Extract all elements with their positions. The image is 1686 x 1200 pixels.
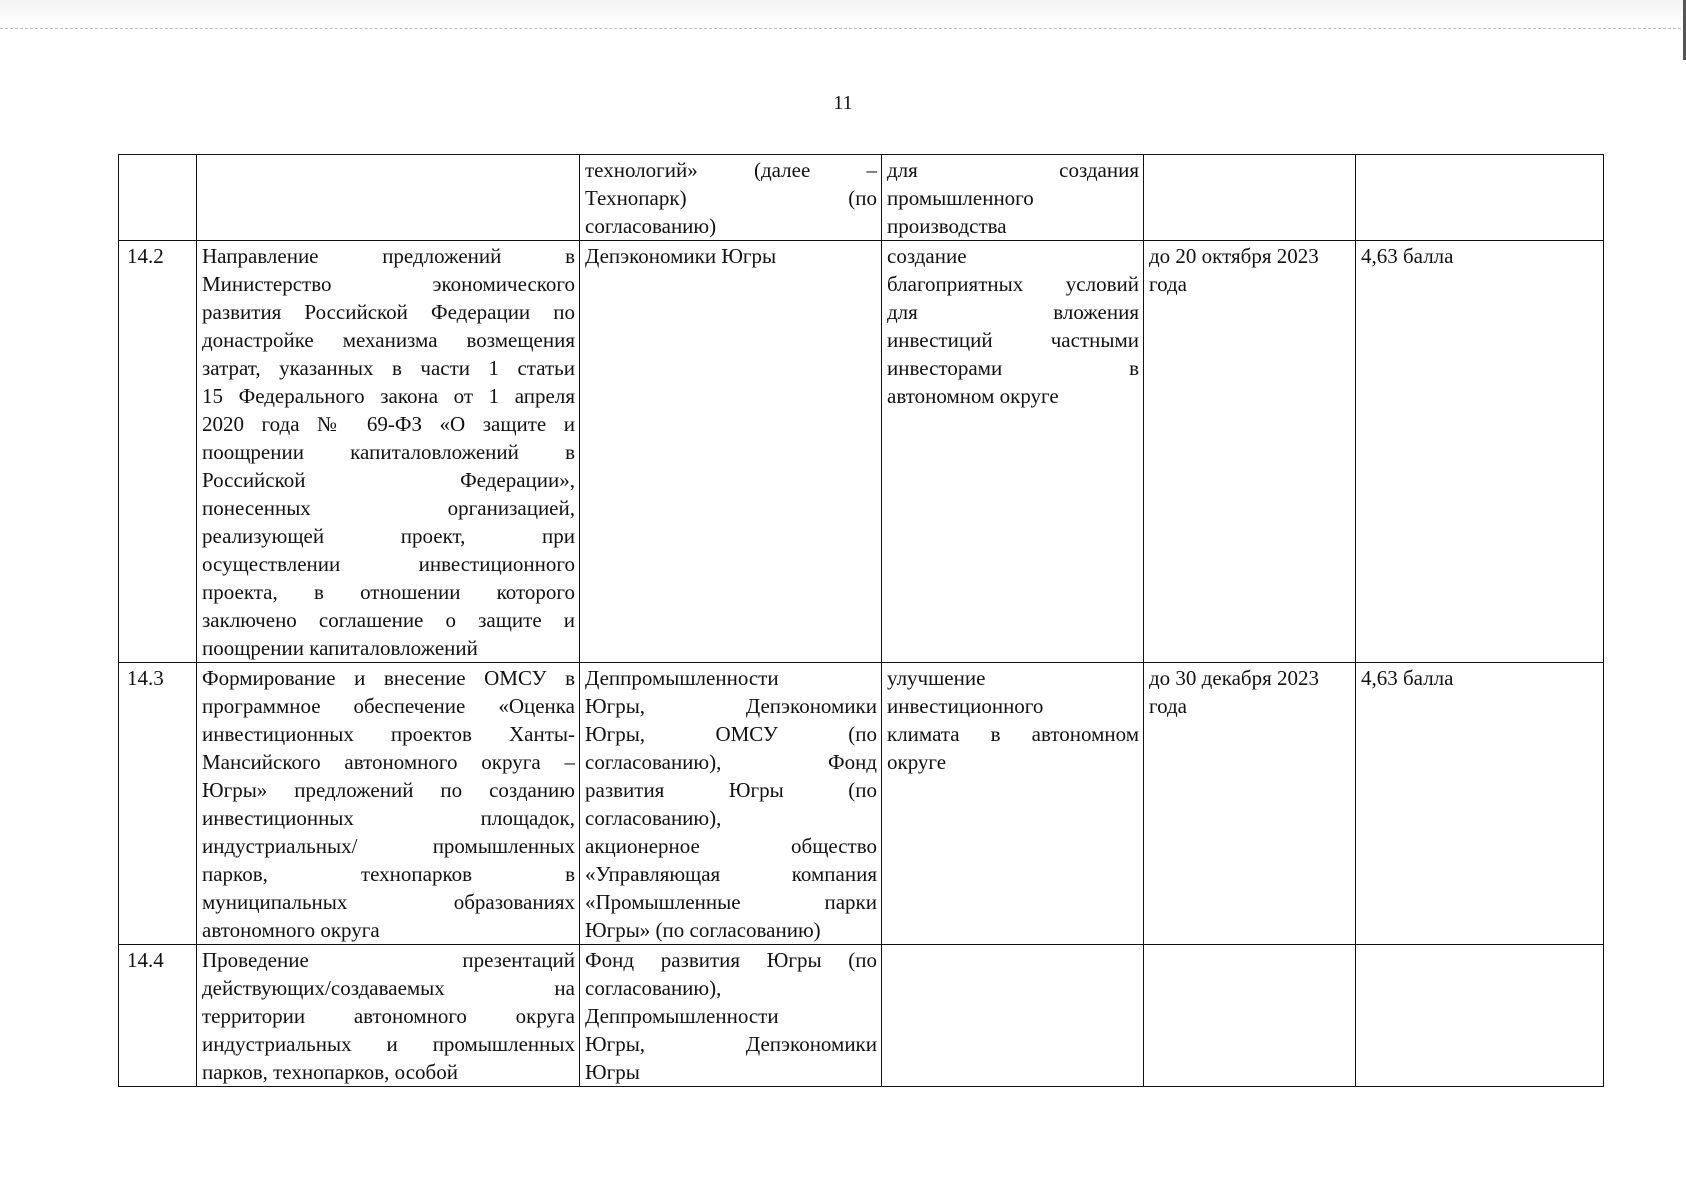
text-line: Технопарк) (по — [585, 186, 877, 210]
text-line: Формирование и внесение ОМСУ в — [202, 666, 575, 690]
cell-task — [197, 663, 580, 945]
text-line: программное обеспечение «Оценка — [202, 694, 575, 718]
text-line: инвестиционного — [887, 694, 1044, 718]
scan-artifact-line — [0, 28, 1686, 29]
plan-table — [118, 154, 1604, 1087]
scan-shadow — [0, 0, 1686, 40]
cell-task — [197, 241, 580, 663]
table-row — [119, 945, 1604, 1087]
text-line: затрат, указанных в части 1 статьи — [202, 356, 575, 380]
cell-deadline — [1144, 663, 1356, 945]
text-line: благоприятных условий — [887, 272, 1139, 296]
text-line: Направление предложений в — [202, 244, 575, 268]
cell-result — [882, 945, 1144, 1087]
text-line: индустриальных/ промышленных — [202, 834, 575, 858]
table-row — [119, 155, 1604, 241]
text-line: Югры — [585, 1060, 640, 1084]
text-line: Деппромышленности — [585, 666, 779, 690]
text-line: поощрении капиталовложений — [202, 636, 478, 660]
text-line: Югры, Депэкономики — [585, 1032, 877, 1056]
text-line: до 30 декабря 2023 — [1149, 666, 1319, 690]
text-line: 15 Федерального закона от 1 апреля — [202, 384, 575, 408]
cell-task — [197, 155, 580, 241]
text-line: согласованию) — [585, 214, 717, 238]
cell-result — [882, 241, 1144, 663]
text-line: Проведение презентаций — [202, 948, 575, 972]
cell-executor — [580, 241, 882, 663]
cell-executor — [580, 663, 882, 945]
text-line: поощрении капиталовложений в — [202, 440, 575, 464]
text-line: для создания — [887, 158, 1139, 182]
text-line: действующих/создаваемых на — [202, 976, 575, 1000]
text-line: проекта, в отношении которого — [202, 580, 575, 604]
text-line: улучшение — [887, 666, 986, 690]
text-line: инвестиций частными — [887, 328, 1139, 352]
cell-deadline — [1144, 241, 1356, 663]
text-line: Депэкономики Югры — [585, 244, 777, 268]
text-line: «Промышленные парки — [585, 890, 877, 914]
text-line: Югры, Депэкономики — [585, 694, 877, 718]
cell-result — [882, 155, 1144, 241]
text-line: Фонд развития Югры (по — [585, 948, 877, 972]
cell-score — [1356, 945, 1604, 1087]
text-line: промышленного — [887, 186, 1034, 210]
text-line: парков, технопарков в — [202, 862, 575, 886]
text-line: Деппромышленности — [585, 1004, 779, 1028]
text-line: Министерство экономического — [202, 272, 575, 296]
text-line: до 20 октября 2023 — [1149, 244, 1319, 268]
text-line: 2020 года № 69-ФЗ «О защите и — [202, 412, 575, 436]
cell-number — [119, 155, 197, 241]
text-line: производства — [887, 214, 1007, 238]
text-line: Мансийского автономного округа – — [202, 750, 575, 774]
text-line: территории автономного округа — [202, 1004, 575, 1028]
cell-number: 14.3 — [119, 663, 197, 945]
text-line: муниципальных образованиях — [202, 890, 575, 914]
cell-score: 4,63 балла — [1356, 663, 1604, 945]
text-line: Югры, ОМСУ (по — [585, 722, 877, 746]
cell-task — [197, 945, 580, 1087]
page-number: 11 — [833, 92, 853, 114]
text-line: «Управляющая компания — [585, 862, 877, 886]
table-row — [119, 663, 1604, 945]
text-line: для вложения — [887, 300, 1139, 324]
text-line: согласованию), — [585, 806, 722, 830]
text-line: индустриальных и промышленных — [202, 1032, 575, 1056]
text-line: инвестиционных проектов Ханты- — [202, 722, 575, 746]
text-line: инвестиционных площадок, — [202, 806, 575, 830]
text-line: технологий» (далее – — [585, 158, 877, 182]
text-line: понесенных организацией, — [202, 496, 575, 520]
text-line: развития Российской Федерации по — [202, 300, 575, 324]
cell-deadline — [1144, 155, 1356, 241]
text-line: реализующей проект, при — [202, 524, 575, 548]
text-line: Российской Федерации», — [202, 468, 575, 492]
text-line: осуществлении инвестиционного — [202, 552, 575, 576]
cell-deadline — [1144, 945, 1356, 1087]
text-line: округе — [887, 750, 947, 774]
text-line: климата в автономном — [887, 722, 1139, 746]
text-line: заключено соглашение о защите и — [202, 608, 575, 632]
cell-number: 14.2 — [119, 241, 197, 663]
text-line: года — [1149, 272, 1187, 296]
text-line: автономном округе — [887, 384, 1059, 408]
text-line: года — [1149, 694, 1187, 718]
text-line: инвесторами в — [887, 356, 1139, 380]
cell-executor — [580, 155, 882, 241]
text-line: акционерное общество — [585, 834, 877, 858]
text-line: Югры» предложений по созданию — [202, 778, 575, 802]
table-row — [119, 241, 1604, 663]
cell-executor — [580, 945, 882, 1087]
text-line: развития Югры (по — [585, 778, 877, 802]
cell-number: 14.4 — [119, 945, 197, 1087]
cell-score — [1356, 155, 1604, 241]
text-line: Югры» (по согласованию) — [585, 918, 821, 942]
text-line: автономного округа — [202, 918, 380, 942]
text-line: создание — [887, 244, 967, 268]
text-line: донастройке механизма возмещения — [202, 328, 575, 352]
text-line: согласованию), — [585, 976, 722, 1000]
text-line: согласованию), Фонд — [585, 750, 877, 774]
cell-score: 4,63 балла — [1356, 241, 1604, 663]
text-line: парков, технопарков, особой — [202, 1060, 458, 1084]
cell-result — [882, 663, 1144, 945]
